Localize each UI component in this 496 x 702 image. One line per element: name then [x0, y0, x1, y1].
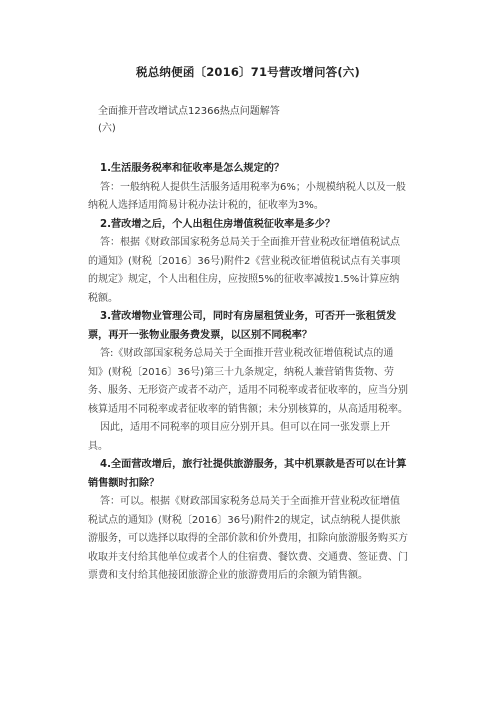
answer-3-paragraph-1: 答:《财政部国家税务总局关于全面推开营业税改征增值税试点的通知》(财税〔2016〕36号)第三十九条规定，纳税人兼营销售货物、劳务、服务、无形资产或者不动产，适用不同税率或者征收率的，应当分别核算适用不同税率或者征收率的销售额；未分别核算的，从高适用税率。: [88, 348, 408, 415]
answer-2-paragraph-1: 答：根据《财政部国家税务总局关于全面推开营业税改征增值税试点的通知》(财税〔2016〕36号)附件2《营业税改征增值税试点有关事项的规定》规定，个人出租住房，应按照5%的征收率减按1.5%计算应纳税额。: [88, 237, 401, 304]
question-1: 1.生活服务税率和征收率是怎么规定的？: [100, 163, 285, 174]
qa-section-1: [88, 160, 408, 216]
qa-section-2: [88, 216, 408, 309]
question-3: 3.营改增物业管理公司，同时有房屋租赁业务，可否开一张租赁发票，再开一张物业服务费发票，以区别不同税率？: [88, 311, 397, 341]
qa-section-3: [88, 308, 408, 456]
document-title: 税总纳便函〔2016〕71号营改增问答(六): [136, 65, 360, 79]
document-subtitle: 全面推开营改增试点12366热点问题解答: [98, 106, 280, 117]
answer-3-paragraph-2: 因此，适用不同税率的项目应分别开具。但可以在同一张发票上开具。: [88, 422, 390, 452]
answer-1-paragraph-1: 答：一般纳税人提供生活服务适用税率为6%；小规模纳税人以及一般纳税人选择适用简易计税办法计税的，征收率为3%。: [88, 181, 406, 211]
qa-section-4: [88, 456, 408, 586]
document-subtitle-number: (六): [98, 123, 116, 134]
answer-4-paragraph-1: 答：可以。根据《财政部国家税务总局关于全面推开营业税改征增值税试点的通知》(财税〔2016〕36号)附件2的规定，试点纳税人提供旅游服务，可以选择以取得的全部价款和价外费用，扣除向旅游服务购买方收取并支付给其他单位或者个人的住宿费、餐饮费、交通费、签证费、门票费和支付给其他接团旅游企业的旅游费用后的余额为销售额。: [88, 496, 408, 581]
question-4: 4.全面营改增后，旅行社提供旅游服务，其中机票款是否可以在计算销售额时扣除？: [88, 459, 407, 489]
question-2: 2.营改增之后，个人出租住房增值税征收率是多少？: [100, 218, 336, 230]
